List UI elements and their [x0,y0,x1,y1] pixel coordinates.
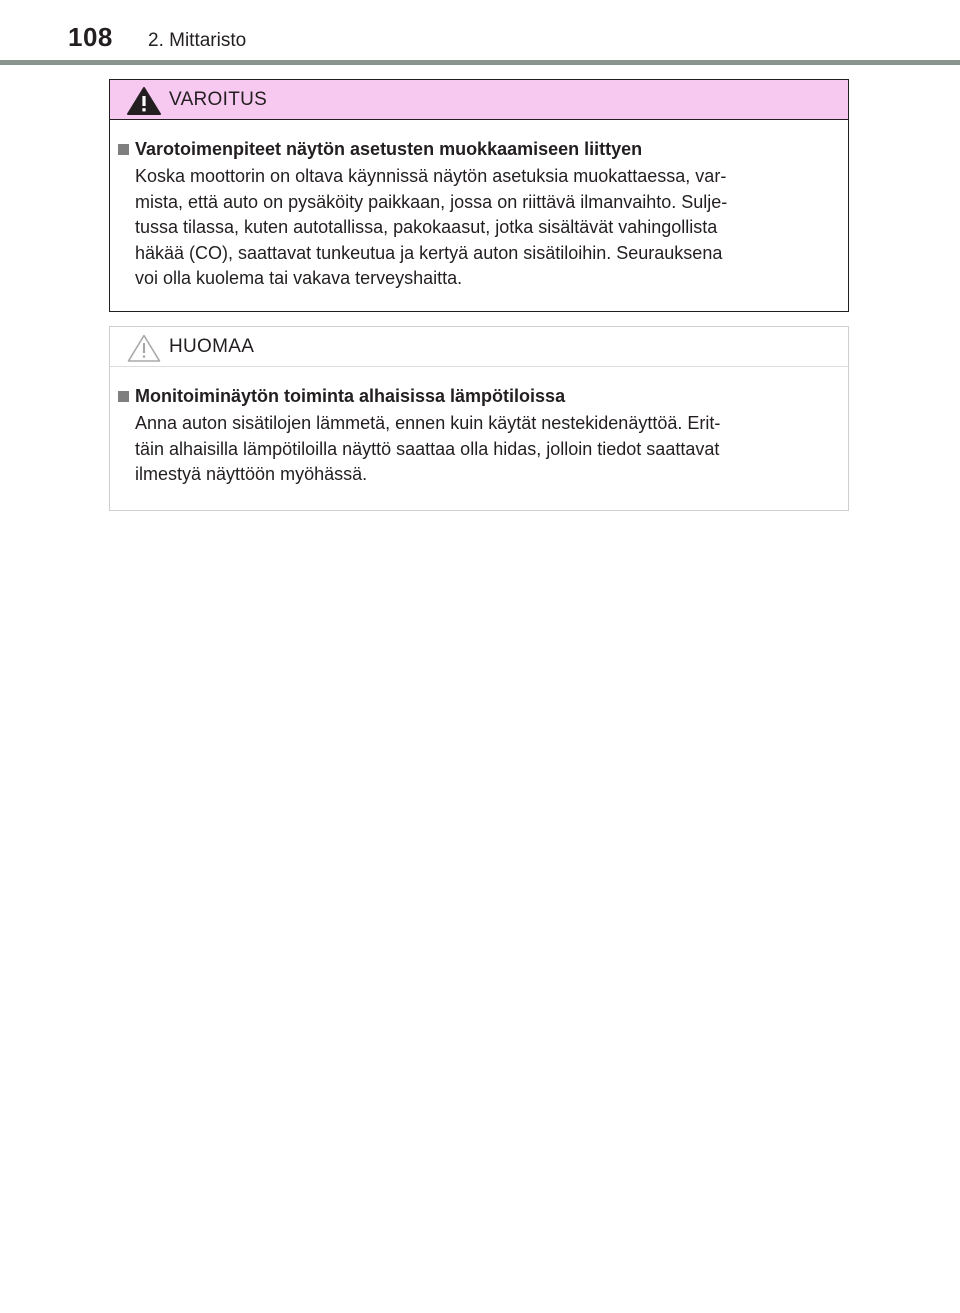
warning-item-heading [118,136,836,162]
warning-box-header [110,80,848,120]
notice-box [109,326,849,511]
warning-box-label: VAROITUS [169,89,268,110]
notice-item-text: Anna auton sisätilojen lämmetä, ennen kuin käytät nestekidenäyttöä. Erit- täin alhaisilla lämpötiloilla näyttö saattaa olla hidas, jolloin tiedot saattavat ilmestyä näyttöön myöhässä. [135,413,721,484]
notice-box-body [110,367,848,488]
warning-item-text: Koska moottorin on oltava käynnissä näytön asetuksia muokattaessa, var- mista, että auto on pysäköity paikkaan, jossa on riittävä ilmanvaihto. Sulje- tussa tilassa, kuten autotallissa, pakokaasut, jotka sisältävät vahingollista häkää (CO), saattavat tunkeutua ja kertyä auton sisätiloihin. Seurauksena voi olla kuolema tai vakava terveyshaitta. [135,166,728,288]
notice-box-header [110,327,848,367]
warning-triangle-icon [126,86,162,116]
header-rule [0,60,960,65]
warning-item-heading-text: Varotoimenpiteet näytön asetusten muokkaamiseen liittyen [135,139,643,159]
page-number: 108 [68,22,113,52]
notice-item-heading-text: Monitoiminäytön toiminta alhaisissa lämpötiloissa [135,386,566,406]
notice-box-label: HUOMAA [169,336,255,357]
section-title: 2. Mittaristo [148,30,247,51]
square-bullet-icon [118,391,129,402]
square-bullet-icon [118,144,129,155]
warning-box-body [110,120,848,292]
page-header [0,0,960,64]
caution-triangle-outline-icon [126,333,162,363]
notice-item-heading [118,383,836,409]
warning-box [109,79,849,312]
